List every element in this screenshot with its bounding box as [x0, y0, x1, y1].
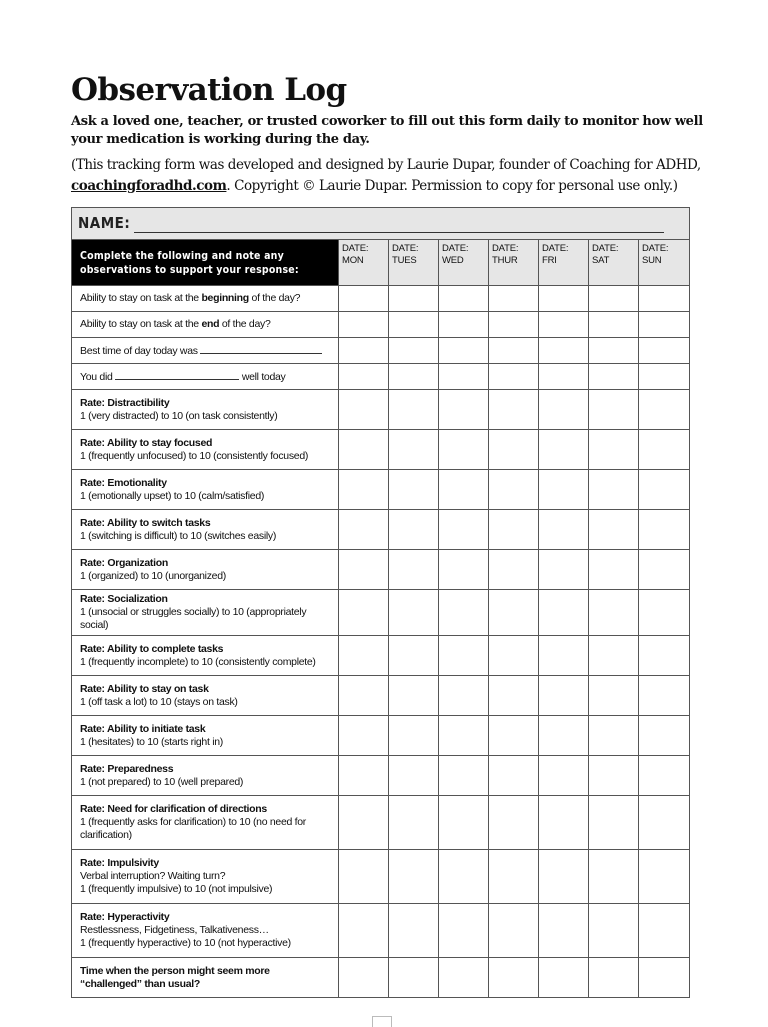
entry-cell-sat[interactable] [589, 958, 639, 998]
entry-cell-mon[interactable] [339, 364, 389, 390]
entry-cell-thur[interactable] [489, 364, 539, 390]
entry-cell-sat[interactable] [589, 286, 639, 312]
name-row [72, 208, 690, 240]
rating-scale-text: 1 (not prepared) to 10 (well prepared) [80, 775, 244, 788]
rating-row [72, 390, 690, 430]
question-cell [72, 756, 339, 796]
entry-cell-fri[interactable] [539, 430, 589, 470]
credit-text-after: . Copyright © Laurie Dupar. Permission to copy for personal use only.) [226, 178, 678, 194]
entry-cell-fri[interactable] [539, 338, 589, 364]
entry-cell-wed[interactable] [439, 286, 489, 312]
entry-cell-mon[interactable] [339, 510, 389, 550]
entry-cell-mon[interactable] [339, 338, 389, 364]
entry-cell-mon[interactable] [339, 636, 389, 676]
entry-cell-sat[interactable] [589, 338, 639, 364]
entry-cell-tues[interactable] [389, 550, 439, 590]
rating-scale-text: “challenged” than usual? [80, 977, 200, 990]
entry-cell-fri[interactable] [539, 550, 589, 590]
entry-cell-sat[interactable] [589, 390, 639, 430]
entry-cell-sun[interactable] [639, 716, 690, 756]
day-header-wed [439, 240, 489, 286]
date-label: DATE: [542, 243, 569, 254]
entry-cell-wed[interactable] [439, 756, 489, 796]
entry-cell-mon[interactable] [339, 390, 389, 430]
rating-title: Rate: Ability to initiate task [80, 722, 206, 735]
rating-title: Rate: Ability to stay on task [80, 682, 209, 695]
rating-row [72, 716, 690, 756]
entry-cell-thur[interactable] [489, 958, 539, 998]
day-header-tues [389, 240, 439, 286]
entry-cell-wed[interactable] [439, 470, 489, 510]
question-cell [72, 430, 339, 470]
entry-cell-mon[interactable] [339, 904, 389, 958]
name-label: NAME: [78, 214, 131, 232]
date-label: DATE: [392, 243, 419, 254]
entry-cell-fri[interactable] [539, 390, 589, 430]
question-cell [72, 958, 339, 998]
question-text-end: well today [241, 371, 286, 383]
entry-cell-sun[interactable] [639, 590, 690, 636]
entry-cell-fri[interactable] [539, 958, 589, 998]
rating-row [72, 590, 690, 636]
entry-cell-sat[interactable] [589, 312, 639, 338]
question-cell [72, 716, 339, 756]
entry-cell-thur[interactable] [489, 590, 539, 636]
entry-cell-tues[interactable] [389, 286, 439, 312]
day-name: SUN [642, 255, 662, 266]
entry-cell-fri[interactable] [539, 286, 589, 312]
entry-cell-mon[interactable] [339, 286, 389, 312]
entry-cell-wed[interactable] [439, 716, 489, 756]
question-cell [72, 510, 339, 550]
observation-log-table [71, 207, 690, 998]
entry-cell-wed[interactable] [439, 510, 489, 550]
entry-cell-fri[interactable] [539, 510, 589, 550]
credit-text-before: (This tracking form was developed and designed by Laurie Dupar, founder of Coaching for ADHD, [71, 157, 701, 173]
entry-cell-mon[interactable] [339, 756, 389, 796]
entry-cell-fri[interactable] [539, 636, 589, 676]
entry-cell-sun[interactable] [639, 676, 690, 716]
day-name: WED [442, 255, 464, 266]
question-cell [72, 364, 339, 390]
entry-cell-fri[interactable] [539, 716, 589, 756]
entry-cell-fri[interactable] [539, 312, 589, 338]
rating-row [72, 550, 690, 590]
rating-row [72, 430, 690, 470]
day-name: SAT [592, 255, 610, 266]
entry-cell-tues[interactable] [389, 430, 439, 470]
entry-cell-sat[interactable] [589, 796, 639, 850]
entry-cell-sun[interactable] [639, 390, 690, 430]
date-label: DATE: [492, 243, 519, 254]
instructions-cell [72, 240, 339, 286]
question-text-start: Best time of day today was [80, 345, 198, 357]
entry-cell-thur[interactable] [489, 716, 539, 756]
entry-cell-sun[interactable] [639, 904, 690, 958]
entry-cell-thur[interactable] [489, 430, 539, 470]
entry-cell-tues[interactable] [389, 636, 439, 676]
entry-cell-tues[interactable] [389, 756, 439, 796]
question-cell [72, 850, 339, 904]
entry-cell-mon[interactable] [339, 550, 389, 590]
entry-cell-wed[interactable] [439, 338, 489, 364]
question-cell [72, 590, 339, 636]
entry-cell-wed[interactable] [439, 904, 489, 958]
page-number-mark [372, 1016, 392, 1027]
day-header-thur [489, 240, 539, 286]
rating-row [72, 850, 690, 904]
question-cell [72, 470, 339, 510]
entry-cell-mon[interactable] [339, 430, 389, 470]
entry-cell-sat[interactable] [589, 430, 639, 470]
entry-cell-sat[interactable] [589, 510, 639, 550]
rating-title: Rate: Impulsivity [80, 857, 159, 869]
question-text-end: of the day? [248, 292, 301, 304]
rating-row [72, 676, 690, 716]
rating-scale-text: 1 (switching is difficult) to 10 (switches easily) [80, 529, 277, 542]
day-header-sun [639, 240, 690, 286]
rating-row [72, 510, 690, 550]
page-title: Observation Log [71, 72, 347, 108]
entry-cell-sat[interactable] [589, 716, 639, 756]
entry-cell-tues[interactable] [389, 716, 439, 756]
rating-title: Rate: Hyperactivity [80, 911, 170, 923]
question-row-best-time [72, 338, 690, 364]
entry-cell-tues[interactable] [389, 312, 439, 338]
entry-cell-tues[interactable] [389, 850, 439, 904]
entry-cell-sun[interactable] [639, 756, 690, 796]
date-label: DATE: [592, 243, 619, 254]
entry-cell-sun[interactable] [639, 312, 690, 338]
rating-scale-text: 1 (frequently unfocused) to 10 (consistently focused) [80, 449, 309, 462]
rating-scale-text: 1 (frequently impulsive) to 10 (not impulsive) [80, 883, 273, 895]
entry-cell-sun[interactable] [639, 850, 690, 904]
day-name: MON [342, 255, 364, 266]
question-row-end [72, 312, 690, 338]
entry-cell-sun[interactable] [639, 470, 690, 510]
entry-cell-thur[interactable] [489, 470, 539, 510]
rating-scale-text: 1 (off task a lot) to 10 (stays on task) [80, 695, 238, 708]
entry-cell-wed[interactable] [439, 850, 489, 904]
question-row-you-did [72, 364, 690, 390]
entry-cell-tues[interactable] [389, 390, 439, 430]
entry-cell-thur[interactable] [489, 796, 539, 850]
entry-cell-sat[interactable] [589, 590, 639, 636]
date-label: DATE: [442, 243, 469, 254]
question-text-start: Ability to stay on task at the [80, 292, 202, 304]
entry-cell-sun[interactable] [639, 636, 690, 676]
entry-cell-wed[interactable] [439, 430, 489, 470]
rating-row [72, 756, 690, 796]
question-emphasis-end: end [201, 318, 220, 330]
entry-cell-wed[interactable] [439, 676, 489, 716]
entry-cell-tues[interactable] [389, 676, 439, 716]
rating-title: Time when the person might seem more [80, 964, 270, 977]
question-cell [72, 286, 339, 312]
entry-cell-tues[interactable] [389, 796, 439, 850]
entry-cell-fri[interactable] [539, 904, 589, 958]
entry-cell-thur[interactable] [489, 850, 539, 904]
entry-cell-sat[interactable] [589, 364, 639, 390]
entry-cell-sat[interactable] [589, 550, 639, 590]
entry-cell-sat[interactable] [589, 850, 639, 904]
rating-scale-text: clarification) [80, 829, 132, 841]
day-header-mon [339, 240, 389, 286]
entry-cell-tues[interactable] [389, 338, 439, 364]
rating-scale-text: 1 (frequently hyperactive) to 10 (not hyperactive) [80, 937, 291, 949]
entry-cell-fri[interactable] [539, 796, 589, 850]
entry-cell-thur[interactable] [489, 286, 539, 312]
entry-cell-sat[interactable] [589, 676, 639, 716]
entry-cell-thur[interactable] [489, 390, 539, 430]
entry-cell-thur[interactable] [489, 676, 539, 716]
rating-scale-text: Restlessness, Fidgetiness, Talkativeness… [80, 924, 269, 936]
entry-cell-mon[interactable] [339, 676, 389, 716]
entry-cell-tues[interactable] [389, 364, 439, 390]
question-text-start: Ability to stay on task at the [80, 318, 202, 330]
question-emphasis-beginning: beginning [201, 292, 249, 304]
entry-cell-thur[interactable] [489, 904, 539, 958]
header-row [72, 240, 690, 286]
day-header-sat [589, 240, 639, 286]
entry-cell-wed[interactable] [439, 796, 489, 850]
date-label: DATE: [642, 243, 669, 254]
entry-cell-thur[interactable] [489, 312, 539, 338]
entry-cell-sun[interactable] [639, 430, 690, 470]
rating-row [72, 904, 690, 958]
question-cell [72, 390, 339, 430]
entry-cell-mon[interactable] [339, 470, 389, 510]
entry-cell-sun[interactable] [639, 510, 690, 550]
rating-title: Rate: Ability to complete tasks [80, 642, 224, 655]
entry-cell-fri[interactable] [539, 850, 589, 904]
rating-row [72, 636, 690, 676]
entry-cell-thur[interactable] [489, 756, 539, 796]
question-cell [72, 312, 339, 338]
question-cell [72, 636, 339, 676]
name-field[interactable] [72, 208, 690, 240]
rating-title: Rate: Organization [80, 556, 168, 569]
rating-scale-text: 1 (very distracted) to 10 (on task consistently) [80, 409, 278, 422]
credit-note [71, 155, 721, 197]
entry-cell-mon[interactable] [339, 958, 389, 998]
name-blank-line[interactable] [134, 218, 664, 233]
you-did-blank-line[interactable] [115, 369, 239, 380]
rating-scale-text: 1 (unsocial or struggles socially) to 10 (appropriately social) [80, 606, 307, 631]
entry-cell-sun[interactable] [639, 796, 690, 850]
entry-cell-mon[interactable] [339, 850, 389, 904]
rating-scale-text: 1 (emotionally upset) to 10 (calm/satisfied) [80, 489, 265, 502]
question-cell [72, 796, 339, 850]
entry-cell-sun[interactable] [639, 338, 690, 364]
entry-cell-sat[interactable] [589, 756, 639, 796]
entry-cell-sat[interactable] [589, 470, 639, 510]
entry-cell-sun[interactable] [639, 958, 690, 998]
entry-cell-wed[interactable] [439, 312, 489, 338]
rating-scale-text: 1 (organized) to 10 (unorganized) [80, 569, 226, 582]
instructions-text: Complete the following and note any observations to support your response: [80, 249, 299, 276]
entry-cell-mon[interactable] [339, 796, 389, 850]
entry-cell-tues[interactable] [389, 510, 439, 550]
day-name: THUR [492, 255, 518, 266]
rating-title: Rate: Ability to stay focused [80, 436, 213, 449]
entry-cell-sun[interactable] [639, 286, 690, 312]
entry-cell-tues[interactable] [389, 958, 439, 998]
question-cell [72, 676, 339, 716]
entry-cell-wed[interactable] [439, 590, 489, 636]
entry-cell-tues[interactable] [389, 470, 439, 510]
day-name: TUES [392, 255, 417, 266]
entry-cell-fri[interactable] [539, 756, 589, 796]
entry-cell-tues[interactable] [389, 590, 439, 636]
entry-cell-fri[interactable] [539, 590, 589, 636]
day-header-fri [539, 240, 589, 286]
entry-cell-fri[interactable] [539, 676, 589, 716]
rating-title: Rate: Socialization [80, 593, 168, 605]
rating-row [72, 796, 690, 850]
entry-cell-sun[interactable] [639, 364, 690, 390]
rating-title: Rate: Emotionality [80, 476, 167, 489]
coaching-website-link[interactable]: coachingforadhd.com [71, 178, 227, 194]
rating-scale-text: Verbal interruption? Waiting turn? [80, 870, 226, 882]
rating-title: Rate: Need for clarification of directions [80, 803, 267, 815]
rating-title: Rate: Preparedness [80, 762, 174, 775]
rating-scale-text: 1 (frequently incomplete) to 10 (consistently complete) [80, 655, 316, 668]
entry-cell-fri[interactable] [539, 364, 589, 390]
entry-cell-fri[interactable] [539, 470, 589, 510]
entry-cell-sat[interactable] [589, 636, 639, 676]
rating-scale-text: 1 (hesitates) to 10 (starts right in) [80, 735, 223, 748]
entry-cell-wed[interactable] [439, 364, 489, 390]
entry-cell-mon[interactable] [339, 312, 389, 338]
intro-instructions: Ask a loved one, teacher, or trusted coworker to fill out this form daily to monitor how well your medication is working during the day. [71, 114, 703, 147]
question-text-end: of the day? [219, 318, 271, 330]
question-text-start: You did [80, 371, 113, 383]
entry-cell-wed[interactable] [439, 390, 489, 430]
question-row-beginning [72, 286, 690, 312]
entry-cell-wed[interactable] [439, 958, 489, 998]
entry-cell-wed[interactable] [439, 636, 489, 676]
rating-row [72, 958, 690, 998]
entry-cell-mon[interactable] [339, 716, 389, 756]
date-label: DATE: [342, 243, 369, 254]
entry-cell-mon[interactable] [339, 590, 389, 636]
rating-title: Rate: Ability to switch tasks [80, 516, 211, 529]
entry-cell-thur[interactable] [489, 636, 539, 676]
rating-row [72, 470, 690, 510]
day-name: FRI [542, 255, 557, 266]
rating-title: Rate: Distractibility [80, 396, 170, 409]
best-time-blank-line[interactable] [200, 343, 322, 354]
entry-cell-thur[interactable] [489, 510, 539, 550]
entry-cell-sun[interactable] [639, 550, 690, 590]
entry-cell-tues[interactable] [389, 904, 439, 958]
rating-scale-text: 1 (frequently asks for clarification) to 10 (no need for [80, 816, 306, 828]
entry-cell-wed[interactable] [439, 550, 489, 590]
question-cell [72, 550, 339, 590]
entry-cell-sat[interactable] [589, 904, 639, 958]
entry-cell-thur[interactable] [489, 338, 539, 364]
question-cell [72, 338, 339, 364]
question-cell [72, 904, 339, 958]
entry-cell-thur[interactable] [489, 550, 539, 590]
